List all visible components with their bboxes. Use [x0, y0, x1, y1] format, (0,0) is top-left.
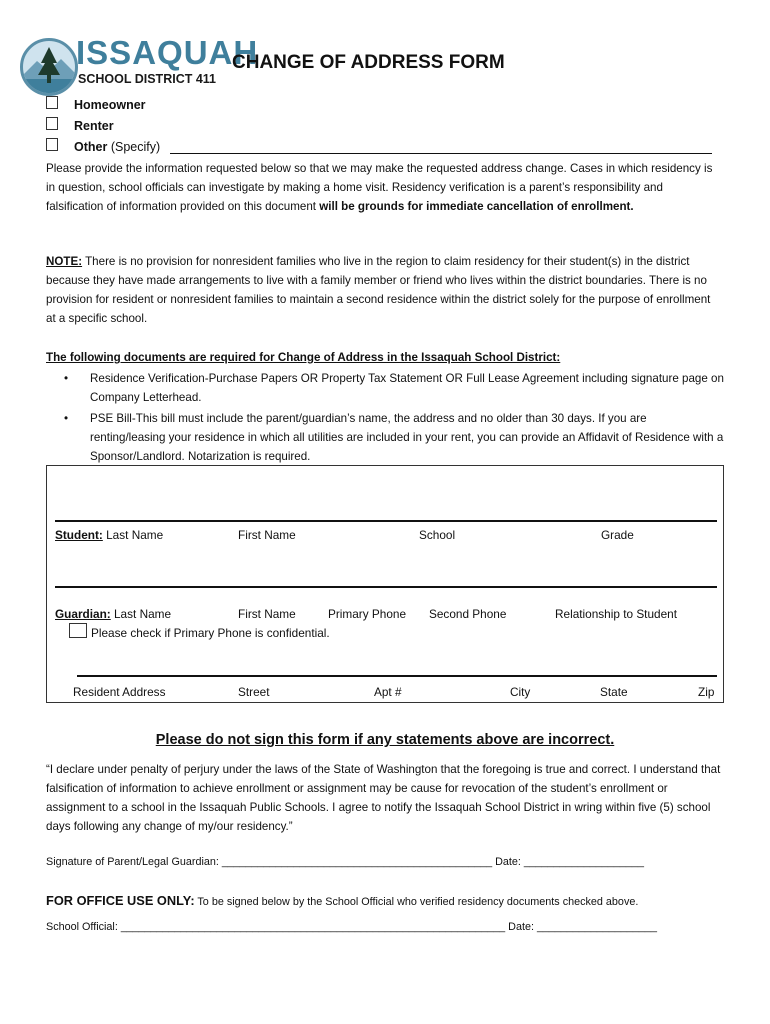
office-use-heading: FOR OFFICE USE ONLY: — [46, 893, 195, 908]
declaration-paragraph: “I declare under penalty of perjury under the laws of the State of Washington that the foregoing is true and correct. I understand that falsification of information to achieve enrollment or assignment may be cause for revocation of the student’s enrollment or assignment to a school in the Issaquah Public Schools. I agree to notify the Issaquah School District in wring within five (5) school days following any change of my/our residency.” — [46, 763, 721, 833]
documents-heading: The following documents are required for Change of Address in the Issaquah School District: — [46, 351, 561, 364]
guardian-line[interactable] — [55, 586, 717, 588]
address-line[interactable] — [77, 675, 717, 677]
office-use-row — [46, 893, 638, 908]
homeowner-label: Homeowner — [74, 98, 146, 112]
signature-line[interactable]: _____________________________________________ — [221, 856, 493, 868]
renter-checkbox[interactable] — [46, 117, 58, 135]
tree-mountain-icon — [23, 41, 75, 93]
resident-address-label: Resident Address — [73, 685, 166, 699]
guardian-label: Guardian: — [55, 607, 111, 621]
info-box — [46, 465, 724, 703]
other-specify-line[interactable] — [170, 153, 712, 154]
other-label — [74, 140, 160, 154]
logo-wordmark: ISSAQUAH — [76, 34, 259, 71]
warning-heading: Please do not sign this form if any statements above are incorrect. — [155, 732, 615, 748]
signature-label: Signature of Parent/Legal Guardian: — [46, 856, 219, 868]
city-label: City — [510, 685, 531, 699]
document-item-1: Residence Verification-Purchase Papers OR Property Tax Statement OR Full Lease Agreement including signature page on Company Letterhead. — [90, 372, 724, 404]
confidential-label: Please check if Primary Phone is confidential. — [91, 626, 330, 640]
other-specify-text: (Specify) — [110, 140, 161, 154]
guardian-first-name-label: First Name — [238, 607, 296, 621]
official-row — [46, 921, 657, 933]
official-date-line[interactable]: ____________________ — [536, 921, 658, 933]
primary-phone-label: Primary Phone — [328, 607, 407, 621]
student-line[interactable] — [55, 520, 717, 522]
office-use-text: To be signed below by the School Official who verified residency documents checked above. — [194, 896, 639, 908]
intro-text: Please provide the information requested below so that we may make the requested address change. Cases in which residency is in question, school officials can investigate by making a home visit. Residency verification is a parent’s responsibility and falsification of information provided on this document — [46, 162, 713, 213]
state-label: State — [600, 685, 628, 699]
intro-bold-text: will be grounds for immediate cancellation of enrollment. — [319, 200, 634, 213]
signature-date-label: Date: — [495, 856, 521, 868]
note-label: NOTE: — [46, 255, 83, 268]
renter-label: Renter — [74, 119, 114, 133]
street-label: Street — [238, 685, 270, 699]
official-line[interactable]: ________________________________________________________________ — [120, 921, 506, 933]
document-item-2: PSE Bill-This bill must include the parent/guardian’s name, the address and no older than 30 days. If you are renting/leasing your residence in which all utilities are included in your rent, you can provide an Affidavit of Residence with a Sponsor/Landlord. Notarization is required. — [90, 412, 724, 463]
student-first-name-label: First Name — [238, 528, 296, 542]
confidential-checkbox[interactable] — [69, 623, 87, 638]
list-item: • PSE Bill-This bill must include the parent/guardian’s name, the address and no older than 30 days. If you are renting/leasing your residence in which all utilities are included in your rent, you can provide an Affidavit of Residence with a Sponsor/Landlord. Notarization is required. — [64, 409, 724, 466]
note-paragraph — [46, 252, 722, 328]
student-last-text: Last Name — [102, 528, 164, 542]
zip-label: Zip — [698, 685, 715, 699]
guardian-last-text: Last Name — [110, 607, 172, 621]
intro-paragraph — [46, 159, 722, 216]
relationship-label: Relationship to Student — [555, 607, 677, 621]
student-label: Student: — [55, 528, 103, 542]
signature-date-line[interactable]: ____________________ — [523, 856, 645, 868]
logo-subtitle: SCHOOL DISTRICT 411 — [78, 72, 216, 86]
other-checkbox[interactable] — [46, 138, 58, 156]
grade-label: Grade — [601, 528, 634, 542]
signature-row — [46, 856, 644, 868]
official-date-label: Date: — [508, 921, 534, 933]
homeowner-checkbox[interactable] — [46, 96, 58, 114]
second-phone-label: Second Phone — [429, 607, 507, 621]
list-item: • Residence Verification-Purchase Papers OR Property Tax Statement OR Full Lease Agreement including signature page on Company Letterhead. — [64, 369, 724, 407]
student-last-name-label — [55, 528, 163, 542]
district-logo — [20, 38, 78, 96]
apt-label: Apt # — [374, 685, 402, 699]
official-label: School Official: — [46, 921, 118, 933]
other-label-text: Other — [74, 140, 108, 154]
guardian-last-name-label — [55, 607, 171, 621]
note-text: There is no provision for nonresident families who live in the region to claim residency for their student(s) in the district because they have made arrangements to live with a family member or friend who lives within the district boundaries. There is no provision for resident or nonresident families to maintain a second residence within the district solely for the purpose of enrollment at a specific school. — [46, 255, 711, 325]
form-title: CHANGE OF ADDRESS FORM — [232, 52, 505, 73]
school-label: School — [419, 528, 456, 542]
